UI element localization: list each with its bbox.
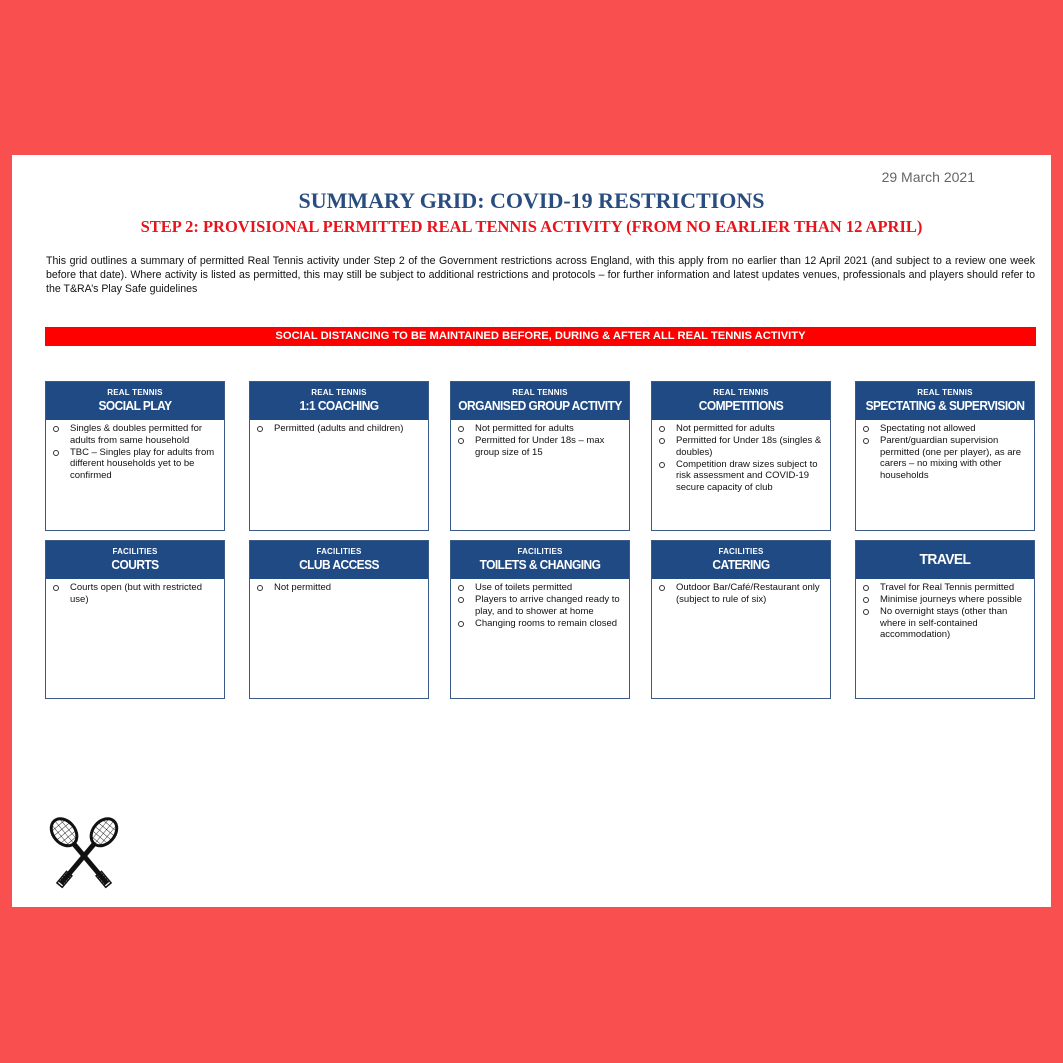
- list-item: Use of toilets permitted: [457, 582, 623, 594]
- card-1-1-coaching: [249, 381, 429, 531]
- card-header: [46, 382, 224, 420]
- card-category: REAL TENNIS: [311, 388, 367, 397]
- card-body: [856, 579, 1034, 641]
- bullet-list: [256, 582, 422, 594]
- card-header: [250, 382, 428, 420]
- list-item: Not permitted: [256, 582, 422, 594]
- card-title: CATERING: [712, 557, 770, 572]
- bullet-list: [658, 582, 824, 605]
- bullet-list: [256, 423, 422, 435]
- crossed-rackets-icon: [34, 811, 134, 901]
- list-item: Permitted (adults and children): [256, 423, 422, 435]
- card-title: COURTS: [111, 557, 159, 572]
- card-organised-group-activity: [450, 381, 630, 531]
- card-club-access: [249, 540, 429, 699]
- card-category: REAL TENNIS: [512, 388, 568, 397]
- card-header: [451, 382, 629, 420]
- page-subtitle: STEP 2: PROVISIONAL PERMITTED REAL TENNIS ACTIVITY (FROM NO EARLIER THAN 12 APRIL): [140, 217, 923, 236]
- card-body: [250, 579, 428, 594]
- card-category: FACILITIES: [316, 547, 362, 556]
- bullet-list: [52, 423, 218, 481]
- card-body: [856, 420, 1034, 481]
- card-title: CLUB ACCESS: [299, 557, 379, 572]
- card-header: [46, 541, 224, 579]
- card-social-play: [45, 381, 225, 531]
- social-distancing-banner: SOCIAL DISTANCING TO BE MAINTAINED BEFORE, DURING & AFTER ALL REAL TENNIS ACTIVITY: [45, 327, 1036, 346]
- intro-paragraph: This grid outlines a summary of permitted Real Tennis activity under Step 2 of the Government restrictions across England, with this apply from no earlier than 12 April 2021 (and subject to a review one week before that date). Where activity is listed as permitted, this may still be subject to additional restrictions and protocols – for further information and latest updates venues, professionals and players should refer to the T&RA’s Play Safe guidelines: [46, 255, 1035, 295]
- card-body: [652, 579, 830, 605]
- document-page: [12, 155, 1051, 907]
- card-body: [652, 420, 830, 493]
- card-header: [652, 382, 830, 420]
- document-date: 29 March 2021: [881, 169, 975, 185]
- bullet-list: [862, 582, 1028, 641]
- card-title: TOILETS & CHANGING: [479, 557, 601, 572]
- list-item: TBC – Singles play for adults from different households yet to be confirmed: [52, 447, 218, 482]
- card-header: [451, 541, 629, 579]
- card-category: FACILITIES: [718, 547, 764, 556]
- card-competitions: [651, 381, 831, 531]
- card-category: FACILITIES: [112, 547, 158, 556]
- list-item: Not permitted for adults: [658, 423, 824, 435]
- card-header: [856, 382, 1034, 420]
- bullet-list: [457, 423, 623, 458]
- list-item: Competition draw sizes subject to risk assessment and COVID-19 secure capacity of club: [658, 459, 824, 494]
- list-item: Changing rooms to remain closed: [457, 618, 623, 630]
- card-header: [652, 541, 830, 579]
- card-category: REAL TENNIS: [713, 388, 769, 397]
- list-item: Permitted for Under 18s (singles & doubles): [658, 435, 824, 458]
- card-header: [856, 541, 1034, 579]
- bullet-list: [52, 582, 218, 605]
- list-item: Permitted for Under 18s – max group size of 15: [457, 435, 623, 458]
- card-body: [451, 420, 629, 458]
- card-category: FACILITIES: [517, 547, 563, 556]
- card-category: REAL TENNIS: [917, 388, 973, 397]
- list-item: No overnight stays (other than where in self-contained accommodation): [862, 606, 1028, 641]
- card-travel: [855, 540, 1035, 699]
- card-category: REAL TENNIS: [107, 388, 163, 397]
- card-toilets-and-changing: [450, 540, 630, 699]
- list-item: Players to arrive changed ready to play, and to shower at home: [457, 594, 623, 617]
- card-spectating-and-supervision: [855, 381, 1035, 531]
- card-catering: [651, 540, 831, 699]
- card-body: [46, 579, 224, 605]
- card-title: TRAVEL: [919, 551, 971, 568]
- card-title: COMPETITIONS: [698, 398, 784, 413]
- card-title: SOCIAL PLAY: [98, 398, 172, 413]
- list-item: Outdoor Bar/Café/Restaurant only (subject to rule of six): [658, 582, 824, 605]
- page-title: SUMMARY GRID: COVID-19 RESTRICTIONS: [298, 188, 765, 213]
- card-courts: [45, 540, 225, 699]
- bullet-list: [862, 423, 1028, 481]
- card-header: [250, 541, 428, 579]
- list-item: Spectating not allowed: [862, 423, 1028, 435]
- bullet-list: [658, 423, 824, 493]
- card-title: ORGANISED GROUP ACTIVITY: [458, 398, 622, 413]
- card-body: [451, 579, 629, 629]
- card-title: 1:1 COACHING: [299, 398, 379, 413]
- list-item: Not permitted for adults: [457, 423, 623, 435]
- card-body: [250, 420, 428, 435]
- list-item: Travel for Real Tennis permitted: [862, 582, 1028, 594]
- list-item: Minimise journeys where possible: [862, 594, 1028, 606]
- bullet-list: [457, 582, 623, 629]
- list-item: Singles & doubles permitted for adults from same household: [52, 423, 218, 446]
- card-title: SPECTATING & SUPERVISION: [865, 398, 1025, 413]
- list-item: Parent/guardian supervision permitted (one per player), as are carers – no mixing with other households: [862, 435, 1028, 481]
- list-item: Courts open (but with restricted use): [52, 582, 218, 605]
- card-body: [46, 420, 224, 481]
